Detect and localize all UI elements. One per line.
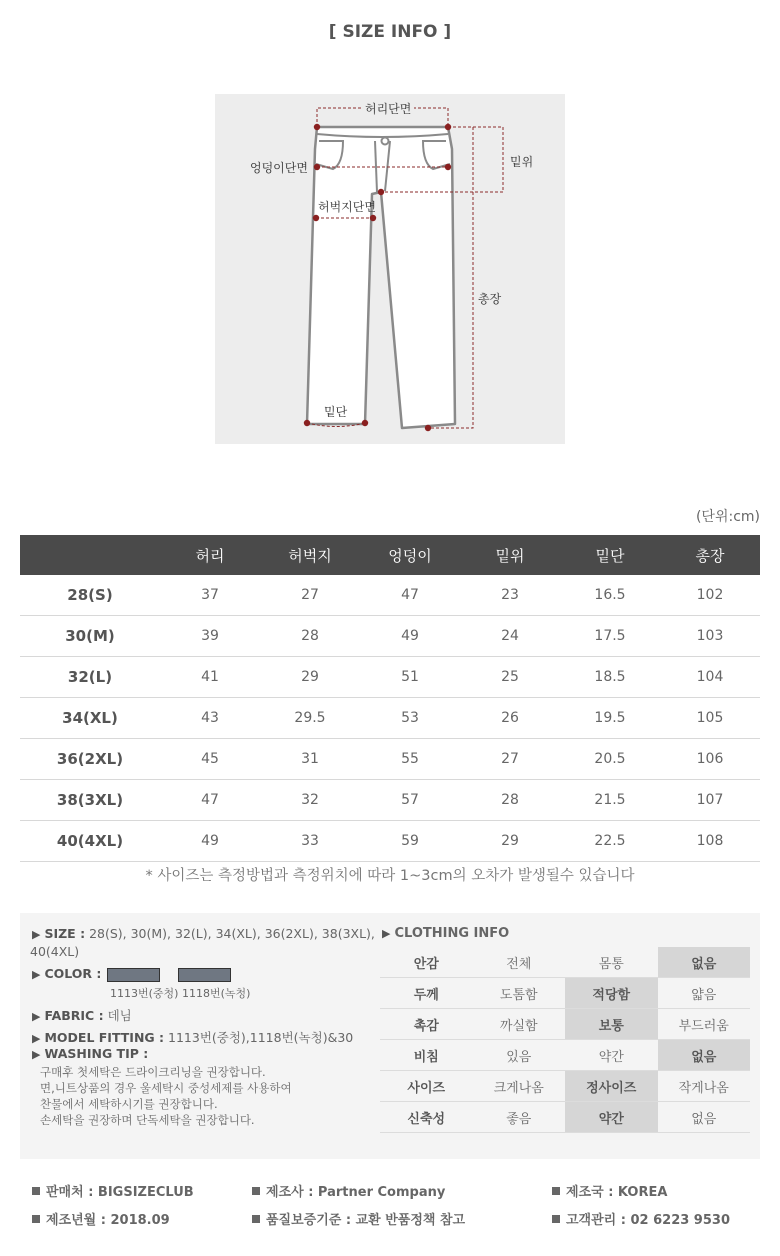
table-cell: 33: [260, 821, 360, 862]
seller-info: [32, 1181, 194, 1200]
table-cell: 51: [360, 657, 460, 698]
table-cell: 104: [660, 657, 760, 698]
date-text: 제조년월 : 2018.09: [46, 1213, 170, 1228]
color-swatch-1118: [178, 968, 231, 982]
clothing-option: 없음: [658, 1102, 751, 1133]
table-cell: 28: [260, 616, 360, 657]
size-info: [32, 926, 375, 941]
triangle-bullet-icon: ▶: [32, 1048, 41, 1061]
size-cell: 38(3XL): [20, 780, 160, 821]
table-cell: 37: [160, 575, 260, 616]
color-swatch-1113: [107, 968, 160, 982]
header-cell: 허벅지: [260, 535, 360, 575]
triangle-bullet-icon: ▶: [32, 968, 41, 981]
clothing-info-title-text: CLOTHING INFO: [394, 926, 510, 941]
size-cell: 32(L): [20, 657, 160, 698]
model-fitting-info: [32, 1028, 353, 1046]
clothing-info-label: 사이즈: [380, 1071, 473, 1102]
date-info: [32, 1209, 170, 1228]
table-cell: 25: [460, 657, 560, 698]
table-cell: 26: [460, 698, 560, 739]
table-cell: 22.5: [560, 821, 660, 862]
square-bullet-icon: [32, 1187, 40, 1195]
clothing-option: 전체: [473, 947, 566, 978]
unit-note: (단위:cm): [695, 509, 760, 525]
header-cell: 엉덩이: [360, 535, 460, 575]
table-cell: 32: [260, 780, 360, 821]
clothing-info-row: [380, 947, 750, 978]
clothing-info-row: [380, 1040, 750, 1071]
size-footnote: * 사이즈는 측정방법과 측정위치에 따라 1~3cm의 오차가 발생될수 있습니다: [145, 868, 635, 884]
table-cell: 57: [360, 780, 460, 821]
clothing-option: 있음: [473, 1040, 566, 1071]
table-cell: 20.5: [560, 739, 660, 780]
clothing-info-label: 안감: [380, 947, 473, 978]
table-cell: 53: [360, 698, 460, 739]
triangle-bullet-icon: ▶: [382, 927, 391, 940]
clothing-option: 크게나옴: [473, 1071, 566, 1102]
square-bullet-icon: [252, 1215, 260, 1223]
maker-text: 제조사 : Partner Company: [266, 1185, 446, 1200]
header-cell: 밑단: [560, 535, 660, 575]
header-cell: 총장: [660, 535, 760, 575]
clothing-info-grid: [380, 947, 750, 1133]
color-caption: 1113번(중청) 1118번(녹청): [110, 987, 251, 1000]
clothing-info-label: 신축성: [380, 1102, 473, 1133]
table-cell: 27: [460, 739, 560, 780]
table-cell: 16.5: [560, 575, 660, 616]
clothing-option: 까실함: [473, 1009, 566, 1040]
table-cell: 29: [260, 657, 360, 698]
table-row: [20, 821, 760, 862]
size-cell: 30(M): [20, 616, 160, 657]
table-cell: 49: [360, 616, 460, 657]
waist-label: 허리단면: [362, 100, 414, 117]
clothing-option-selected: 정사이즈: [565, 1071, 658, 1102]
clothing-option: 도톰함: [473, 978, 566, 1009]
warranty-text: 품질보증기준 : 교환 반품정책 참고: [266, 1213, 466, 1228]
square-bullet-icon: [32, 1215, 40, 1223]
table-cell: 107: [660, 780, 760, 821]
fabric-label: FABRIC :: [44, 1008, 104, 1023]
table-cell: 21.5: [560, 780, 660, 821]
size-value-cont: 40(4XL): [30, 944, 80, 959]
size-cell: 40(4XL): [20, 821, 160, 862]
table-cell: 41: [160, 657, 260, 698]
clothing-option: 부드러움: [658, 1009, 751, 1040]
table-cell: 18.5: [560, 657, 660, 698]
pants-illustration: [215, 94, 565, 444]
color-info: [32, 966, 231, 982]
table-cell: 29: [460, 821, 560, 862]
table-cell: 27: [260, 575, 360, 616]
table-cell: 23: [460, 575, 560, 616]
warranty-info: [252, 1209, 465, 1228]
washing-label: WASHING TIP :: [44, 1046, 149, 1061]
clothing-option: 얇음: [658, 978, 751, 1009]
table-cell: 31: [260, 739, 360, 780]
model-value: 1113번(중청),1118번(녹청)&30: [168, 1030, 354, 1045]
size-cell: 34(XL): [20, 698, 160, 739]
table-row: [20, 698, 760, 739]
clothing-info-label: 비침: [380, 1040, 473, 1071]
clothing-option-selected: 없음: [658, 1040, 751, 1071]
customer-service-info: [552, 1209, 730, 1228]
table-cell: 47: [160, 780, 260, 821]
washing-line: 찬물에서 세탁하시기를 권장합니다.: [40, 1097, 218, 1111]
fabric-value: 데님: [107, 1008, 132, 1023]
clothing-option-selected: 보통: [565, 1009, 658, 1040]
color-label: COLOR :: [44, 966, 102, 981]
clothing-info-label: 두께: [380, 978, 473, 1009]
hip-label: 엉덩이단면: [250, 161, 308, 175]
washing-line: 면,니트상품의 경우 울세탁시 중성세제를 사용하여: [40, 1081, 292, 1095]
table-cell: 108: [660, 821, 760, 862]
maker-info: [252, 1181, 445, 1200]
clothing-info-row: [380, 1009, 750, 1040]
table-row: [20, 575, 760, 616]
clothing-option: 작게나옴: [658, 1071, 751, 1102]
square-bullet-icon: [252, 1187, 260, 1195]
size-label: SIZE :: [44, 926, 86, 941]
triangle-bullet-icon: ▶: [32, 1032, 41, 1045]
washing-tip-info: [32, 1046, 148, 1061]
table-cell: 45: [160, 739, 260, 780]
fabric-info: [32, 1006, 132, 1024]
table-row: [20, 780, 760, 821]
clothing-info-row: [380, 1071, 750, 1102]
table-row: [20, 616, 760, 657]
length-label: 총장: [478, 292, 502, 306]
header-cell: 밑위: [460, 535, 560, 575]
size-value: 28(S), 30(M), 32(L), 34(XL), 36(2XL), 38(3XL),: [89, 926, 375, 941]
square-bullet-icon: [552, 1215, 560, 1223]
table-cell: 102: [660, 575, 760, 616]
table-cell: 28: [460, 780, 560, 821]
page-title: [ SIZE INFO ]: [328, 22, 452, 42]
country-info: [552, 1181, 667, 1200]
square-bullet-icon: [552, 1187, 560, 1195]
clothing-info-title: [382, 926, 509, 941]
triangle-bullet-icon: ▶: [32, 1010, 41, 1023]
table-cell: 55: [360, 739, 460, 780]
table-cell: 103: [660, 616, 760, 657]
header-cell: [20, 535, 160, 575]
rise-label: 밑위: [510, 155, 534, 169]
clothing-option-selected: 약간: [565, 1102, 658, 1133]
clothing-info-row: [380, 978, 750, 1009]
table-cell: 19.5: [560, 698, 660, 739]
table-cell: 105: [660, 698, 760, 739]
table-row: [20, 739, 760, 780]
hem-label: 밑단: [324, 405, 348, 419]
table-cell: 24: [460, 616, 560, 657]
size-cell: 36(2XL): [20, 739, 160, 780]
washing-line: 손세탁을 권장하며 단독세탁을 권장합니다.: [40, 1113, 255, 1127]
clothing-info-row: [380, 1102, 750, 1133]
table-cell: 39: [160, 616, 260, 657]
clothing-option-selected: 없음: [658, 947, 751, 978]
size-table-header: [20, 535, 760, 575]
customer-service-text: 고객관리 : 02 6223 9530: [566, 1213, 730, 1228]
seller-text: 판매처 : BIGSIZECLUB: [46, 1185, 194, 1200]
table-cell: 43: [160, 698, 260, 739]
table-cell: 47: [360, 575, 460, 616]
table-cell: 17.5: [560, 616, 660, 657]
clothing-option-selected: 적당함: [565, 978, 658, 1009]
clothing-info-label: 촉감: [380, 1009, 473, 1040]
size-table: [20, 535, 760, 862]
model-label: MODEL FITTING :: [44, 1030, 165, 1045]
table-cell: 49: [160, 821, 260, 862]
pants-measurement-diagram: [215, 94, 565, 444]
header-cell: 허리: [160, 535, 260, 575]
country-text: 제조국 : KOREA: [566, 1185, 668, 1200]
thigh-label: 허벅지단면: [318, 200, 376, 214]
table-cell: 106: [660, 739, 760, 780]
clothing-option: 좋음: [473, 1102, 566, 1133]
table-cell: 59: [360, 821, 460, 862]
table-row: [20, 657, 760, 698]
size-cell: 28(S): [20, 575, 160, 616]
washing-line: 구매후 첫세탁은 드라이크리닝을 권장합니다.: [40, 1065, 266, 1079]
clothing-option: 약간: [565, 1040, 658, 1071]
triangle-bullet-icon: ▶: [32, 928, 41, 941]
clothing-option: 몸통: [565, 947, 658, 978]
table-cell: 29.5: [260, 698, 360, 739]
